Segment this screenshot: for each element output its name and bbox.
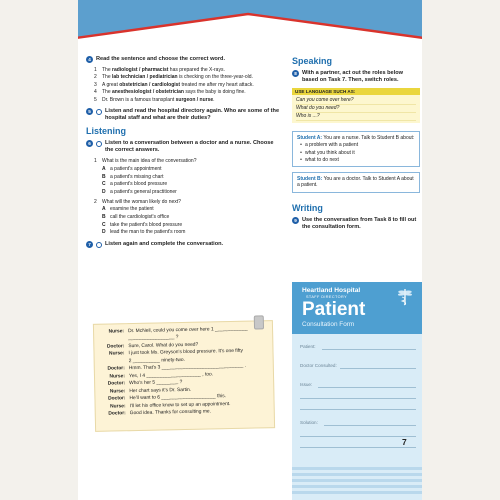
bullet-dot: • [300, 142, 302, 149]
audio-icon [96, 109, 102, 115]
option-letter: A [102, 206, 106, 213]
left-column [86, 56, 282, 252]
patient-line[interactable] [322, 349, 416, 350]
speaker-label: Doctor: [107, 381, 126, 387]
dialogue-text: He'll want to 6 ____________________ this. [129, 394, 227, 402]
answer-option[interactable] [102, 222, 282, 228]
sentence-item [94, 97, 282, 103]
audio-icon [96, 242, 102, 248]
item-number: 1 [94, 67, 97, 73]
sentence-text: The radiologist / pharmacist has prepared the X-rays. [102, 67, 225, 73]
answer-option[interactable] [102, 181, 282, 187]
speaker-label [99, 337, 124, 344]
option-text: call the cardiologist's office [110, 214, 170, 221]
option-letter: C [102, 221, 106, 228]
sentence-item [94, 74, 282, 80]
word-choice: surgeon / nurse [175, 96, 214, 103]
speaker-label: Nurse: [108, 329, 125, 335]
solution-line-3[interactable] [300, 447, 416, 448]
dialogue-text: Sure, Carol. What do you need? [128, 342, 199, 350]
issue-line-1[interactable] [318, 387, 416, 388]
speaker-label: Doctor: [106, 344, 125, 350]
answer-option[interactable] [102, 166, 282, 172]
audio-icon [96, 141, 102, 147]
writing-heading: Writing [292, 202, 323, 213]
textbook-page [78, 0, 422, 500]
answer-option[interactable] [102, 214, 282, 220]
option-letter: A [102, 165, 106, 172]
hospital-name: Heartland Hospital [302, 287, 361, 294]
field-solution-label: Solution: [300, 420, 318, 425]
sentence-item [94, 82, 282, 88]
option-letter: B [102, 214, 106, 221]
solution-line-1[interactable] [324, 425, 416, 426]
form-subheading: STAFF DIRECTORY [306, 295, 348, 299]
option-letter: B [102, 173, 106, 180]
option-text: examine the patient [110, 206, 154, 213]
answer-option[interactable] [102, 229, 282, 235]
item-number: 5 [94, 96, 97, 103]
option-text: a patient's blood pressure [110, 181, 168, 188]
option-text: take the patient's blood pressure [110, 221, 183, 228]
answer-option[interactable] [102, 206, 282, 212]
student-a-bullets [297, 142, 415, 163]
answer-option[interactable] [102, 174, 282, 180]
dialogue-text: Yes, I 4 ____________________ , too. [128, 372, 214, 380]
option-text: a patient's missing chart [110, 173, 164, 180]
form-header [292, 282, 422, 334]
task-4-sentence-list [94, 67, 282, 103]
question-1: 1 What is the main idea of the conversation? [94, 158, 197, 165]
speaker-label: Doctor: [108, 396, 126, 402]
right-column [292, 56, 420, 235]
issue-line-2[interactable] [300, 398, 416, 399]
language-box-title: USE LANGUAGE SUCH AS: [292, 88, 420, 95]
word-choice: anesthesiologist / obstetrician [112, 89, 184, 96]
option-text: lead the man to the patient's room [110, 229, 186, 236]
sentence-text: The anesthesiologist / obstetrician says the baby is doing fine. [102, 89, 246, 96]
field-patient-label: Patient: [300, 344, 316, 349]
item-number: 2 [94, 74, 97, 81]
task-4-instruction: 4 Read the sentence and choose the correct word. [86, 56, 282, 63]
task-number-badge: 8 [292, 70, 299, 77]
language-phrase: What do you need? [296, 105, 416, 113]
language-phrase: Can you come over here? [296, 97, 416, 105]
sentence-item [94, 89, 282, 95]
task-number-badge: 7 [86, 241, 93, 248]
dialogue-text: I'll let his office know to set up an appointment. [129, 401, 231, 409]
form-subtitle: Consultation Form [302, 321, 355, 328]
form-footer-stripes [292, 467, 422, 500]
speaker-label: Doctor: [108, 411, 126, 417]
dialogue-text: 2 __________ ninety-two. [128, 357, 186, 365]
dialogue-lines [99, 326, 268, 418]
bullet-item [297, 142, 415, 148]
form-title: Patient [302, 299, 366, 320]
option-text: a patient's appointment [110, 165, 162, 172]
task-number-badge: 4 [86, 56, 93, 63]
field-doctor-label: Doctor Consulted: [300, 363, 337, 368]
sentence-text: Dr. Brown is a famous transplant surgeon / nurse. [102, 96, 215, 103]
word-choice: radiologist / pharmacist [112, 67, 169, 73]
task-7-instruction: 7 Listen again and complete the conversation. [86, 241, 282, 248]
answer-option[interactable] [102, 189, 282, 195]
bullet-dot: • [300, 149, 302, 156]
header-band [78, 0, 422, 50]
word-choice: lab technician / pediatrician [112, 74, 178, 81]
paper-clip-icon [254, 315, 264, 329]
caduceus-icon [394, 288, 416, 306]
question-2: 2 What will the woman likely do next? [94, 198, 181, 205]
sentence-text: The lab technician / pediatrician is checking on the three-year-old. [102, 74, 253, 81]
bullet-item [297, 157, 415, 163]
question-2-options [86, 206, 282, 235]
task-number-badge: 5 [86, 108, 93, 115]
student-b-card: Student B: You are a doctor. Talk to Student A about a patient. [292, 172, 420, 193]
dialogue-text: Hmm. That's 3 ______________________________ . [128, 364, 247, 372]
bullet-text: a problem with a patient [305, 142, 359, 149]
student-a-card: Student A: You are a nurse. Talk to Student B about: • a problem with a patient • what you think about it • what to do next [292, 131, 420, 167]
dialogue-text: Who's her 5 ________ ? [129, 380, 183, 387]
dialogue-text: I just took Ms. Greyson's blood pressure. It's one fifty [128, 349, 243, 357]
conversation-note [93, 320, 275, 432]
option-text: a patient's general practitioner [110, 188, 177, 195]
item-number: 3 [94, 81, 97, 88]
dialogue-text: _________________ ? [128, 335, 179, 342]
speaker-label: Nurse: [108, 351, 125, 358]
listening-heading: Listening [86, 126, 126, 137]
option-letter: C [102, 181, 106, 188]
task-8-instruction: 8 With a partner, act out the roles below based on Task 7. Then, switch roles. [292, 70, 420, 84]
item-number: 4 [94, 89, 97, 96]
speaker-label [100, 359, 125, 366]
header-roof-graphic [78, 0, 422, 50]
task-5-instruction: 5 Listen and read the hospital directory again. Who are some of the hospital staff and what are their duties? [86, 108, 282, 122]
task-number-badge: 6 [86, 140, 93, 147]
dialogue-text: Good idea. Thanks for consulting me. [129, 409, 212, 417]
speaker-label: Doctor: [107, 366, 125, 373]
option-letter: D [102, 229, 106, 236]
bullet-text: what to do next [305, 156, 339, 163]
task-number-badge: 9 [292, 217, 299, 224]
bullet-text: what you think about it [305, 149, 355, 156]
issue-line-3[interactable] [300, 409, 416, 410]
task-9-instruction: 9 Use the conversation from Task 8 to fill out the consultation form. [292, 217, 420, 231]
question-1-options [86, 166, 282, 195]
sentence-item [94, 67, 282, 73]
field-issue-label: Issue: [300, 382, 313, 387]
consultation-form [292, 282, 422, 500]
option-letter: D [102, 188, 106, 195]
doctor-line[interactable] [340, 368, 416, 369]
speaker-label: Nurse: [109, 374, 126, 380]
speaker-label: Nurse: [110, 404, 126, 410]
sentence-text: A great obstetrician / cardiologist treated me after my heart attack. [102, 81, 254, 88]
language-phrases [292, 95, 420, 123]
word-choice: obstetrician / cardiologist [119, 81, 181, 88]
speaker-label: Nurse: [109, 389, 126, 395]
page-number: 7 [402, 437, 407, 447]
bullet-dot: • [300, 156, 302, 163]
dialogue-text: Dr. McNeil, could you come over here 1 ____________ [128, 326, 248, 335]
solution-line-2[interactable] [300, 436, 416, 437]
bullet-item [297, 150, 415, 156]
dialogue-text: Her chart says it's Dr. Sartin. [129, 387, 192, 395]
speaking-heading: Speaking [292, 56, 333, 66]
language-phrase: Who is ...? [296, 113, 416, 121]
task-6-instruction: 6 Listen to a conversation between a doctor and a nurse. Choose the correct answers. [86, 140, 282, 154]
